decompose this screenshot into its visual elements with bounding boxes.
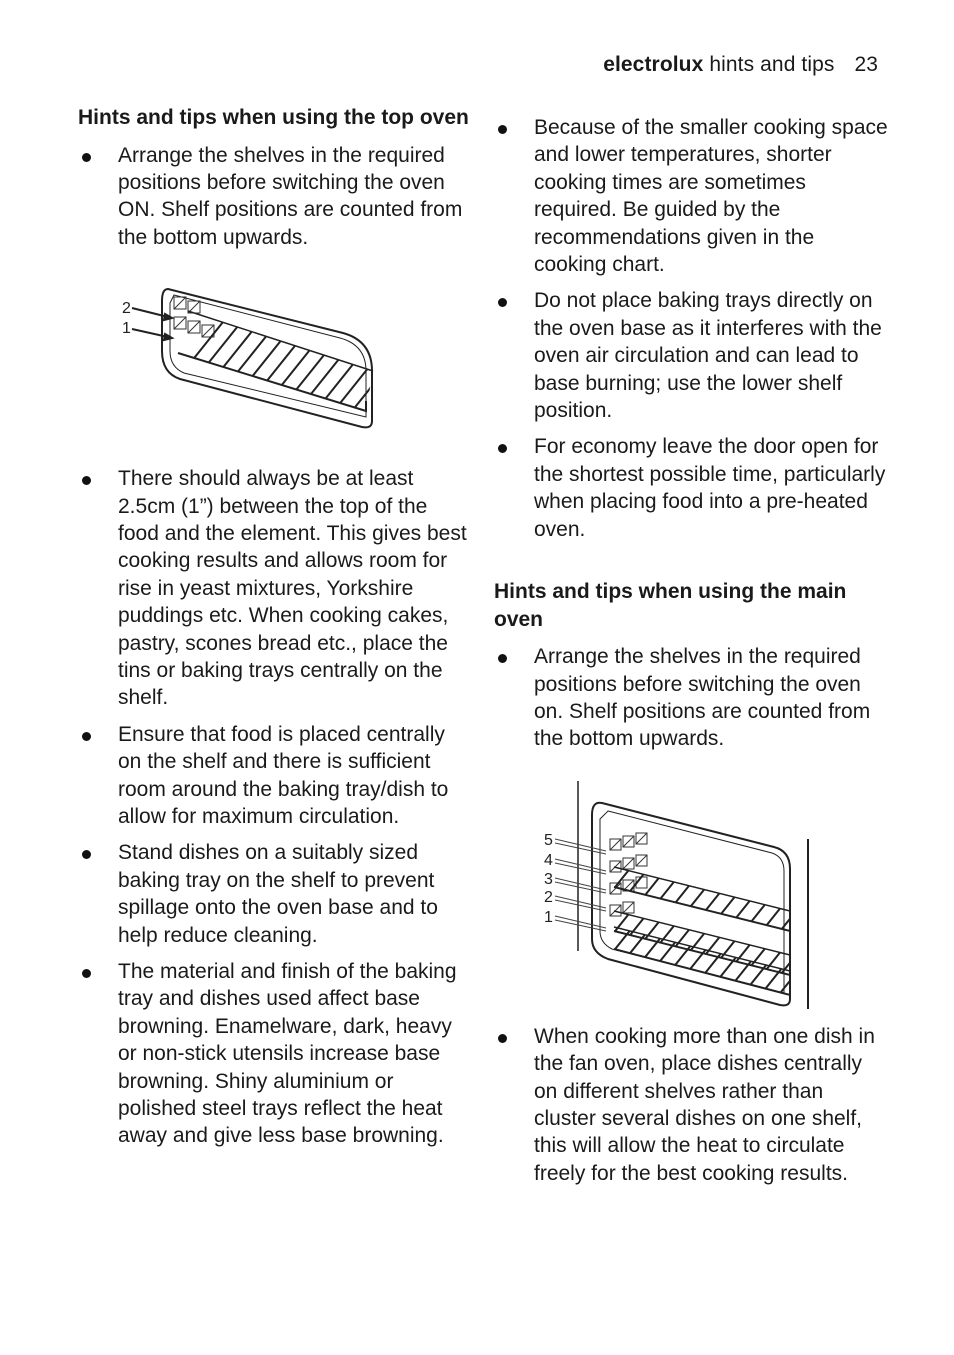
right-column bbox=[494, 114, 889, 1196]
shelf-label: 2 bbox=[122, 300, 131, 318]
list-item bbox=[78, 465, 473, 712]
list-item bbox=[494, 433, 889, 543]
page-header bbox=[603, 53, 878, 77]
bullet-text: Because of the smaller cooking space and lower temperatures, shorter cooking times are sometimes required. Be guided by the recommendations given in the cooking chart. bbox=[534, 116, 888, 277]
bullet-text: Stand dishes on a suitably sized baking tray on the shelf to prevent spillage onto the oven base and to help reduce cleaning. bbox=[118, 841, 438, 947]
shelf-label: 3 bbox=[544, 870, 553, 888]
bullet-icon bbox=[498, 125, 507, 134]
section-title: hints and tips bbox=[709, 53, 835, 76]
shelf-label: 5 bbox=[544, 831, 553, 849]
bullet-icon bbox=[82, 732, 91, 741]
shelf-label: 4 bbox=[544, 851, 553, 869]
bullet-icon bbox=[82, 476, 91, 485]
brand-name: electrolux bbox=[603, 53, 704, 76]
list-item bbox=[78, 721, 473, 831]
bullet-icon bbox=[82, 153, 91, 162]
bullet-text: Arrange the shelves in the required positions before switching the oven on. Shelf positions are counted from the bottom upwards. bbox=[534, 645, 871, 751]
main-oven-heading: Hints and tips when using the main oven bbox=[494, 580, 847, 631]
bullet-text: There should always be at least 2.5cm (1”) between the top of the food and the element. This gives best cooking results and allows room for rise in yeast mixtures, Yorkshire puddings etc. When cooking cakes, pastry, scones bread etc., place the tins or baking trays centrally on the shelf. bbox=[118, 467, 467, 710]
page-number: 23 bbox=[854, 53, 878, 76]
top-oven-shelf-diagram bbox=[118, 281, 378, 431]
bullet-icon bbox=[82, 969, 91, 978]
left-column bbox=[78, 104, 473, 1159]
bullet-text: For economy leave the door open for the shortest possible time, particularly when placing food into a pre-heated oven. bbox=[534, 435, 886, 541]
list-item bbox=[494, 287, 889, 424]
top-oven-heading: Hints and tips when using the top oven bbox=[78, 106, 469, 129]
bullet-text: Arrange the shelves in the required positions before switching the oven ON. Shelf positions are counted from the bottom upwards. bbox=[118, 143, 463, 249]
list-item bbox=[78, 839, 473, 949]
list-item bbox=[78, 142, 473, 252]
bullet-text: When cooking more than one dish in the fan oven, place dishes centrally on different shelves rather than cluster several dishes on one shelf, this will allow the heat to circulate freely for the best cooking results. bbox=[534, 1024, 875, 1185]
shelf-label: 1 bbox=[122, 320, 131, 338]
bullet-icon bbox=[82, 850, 91, 859]
bullet-icon bbox=[498, 444, 507, 453]
bullet-icon bbox=[498, 298, 507, 307]
bullet-text: Do not place baking trays directly on the oven base as it interferes with the oven air circulation and can lead to base burning; use the lower shelf position. bbox=[534, 289, 882, 423]
shelf-label: 2 bbox=[544, 888, 553, 906]
main-oven-shelf-diagram bbox=[544, 781, 824, 1013]
list-item bbox=[494, 114, 889, 278]
bullet-icon bbox=[498, 654, 507, 663]
bullet-text: Ensure that food is placed centrally on the shelf and there is sufficient room around the baking tray/dish to allow for maximum circulation. bbox=[118, 722, 449, 828]
shelf-label: 1 bbox=[544, 908, 553, 926]
bullet-text: The material and finish of the baking tray and dishes used affect base browning. Enamelware, dark, heavy or non-stick utensils increase base browning. Shiny aluminium or polished steel trays reflect the heat away and give less base browning. bbox=[118, 960, 457, 1148]
list-item bbox=[494, 1023, 889, 1187]
list-item bbox=[78, 958, 473, 1150]
list-item bbox=[494, 643, 889, 753]
bullet-icon bbox=[498, 1034, 507, 1043]
